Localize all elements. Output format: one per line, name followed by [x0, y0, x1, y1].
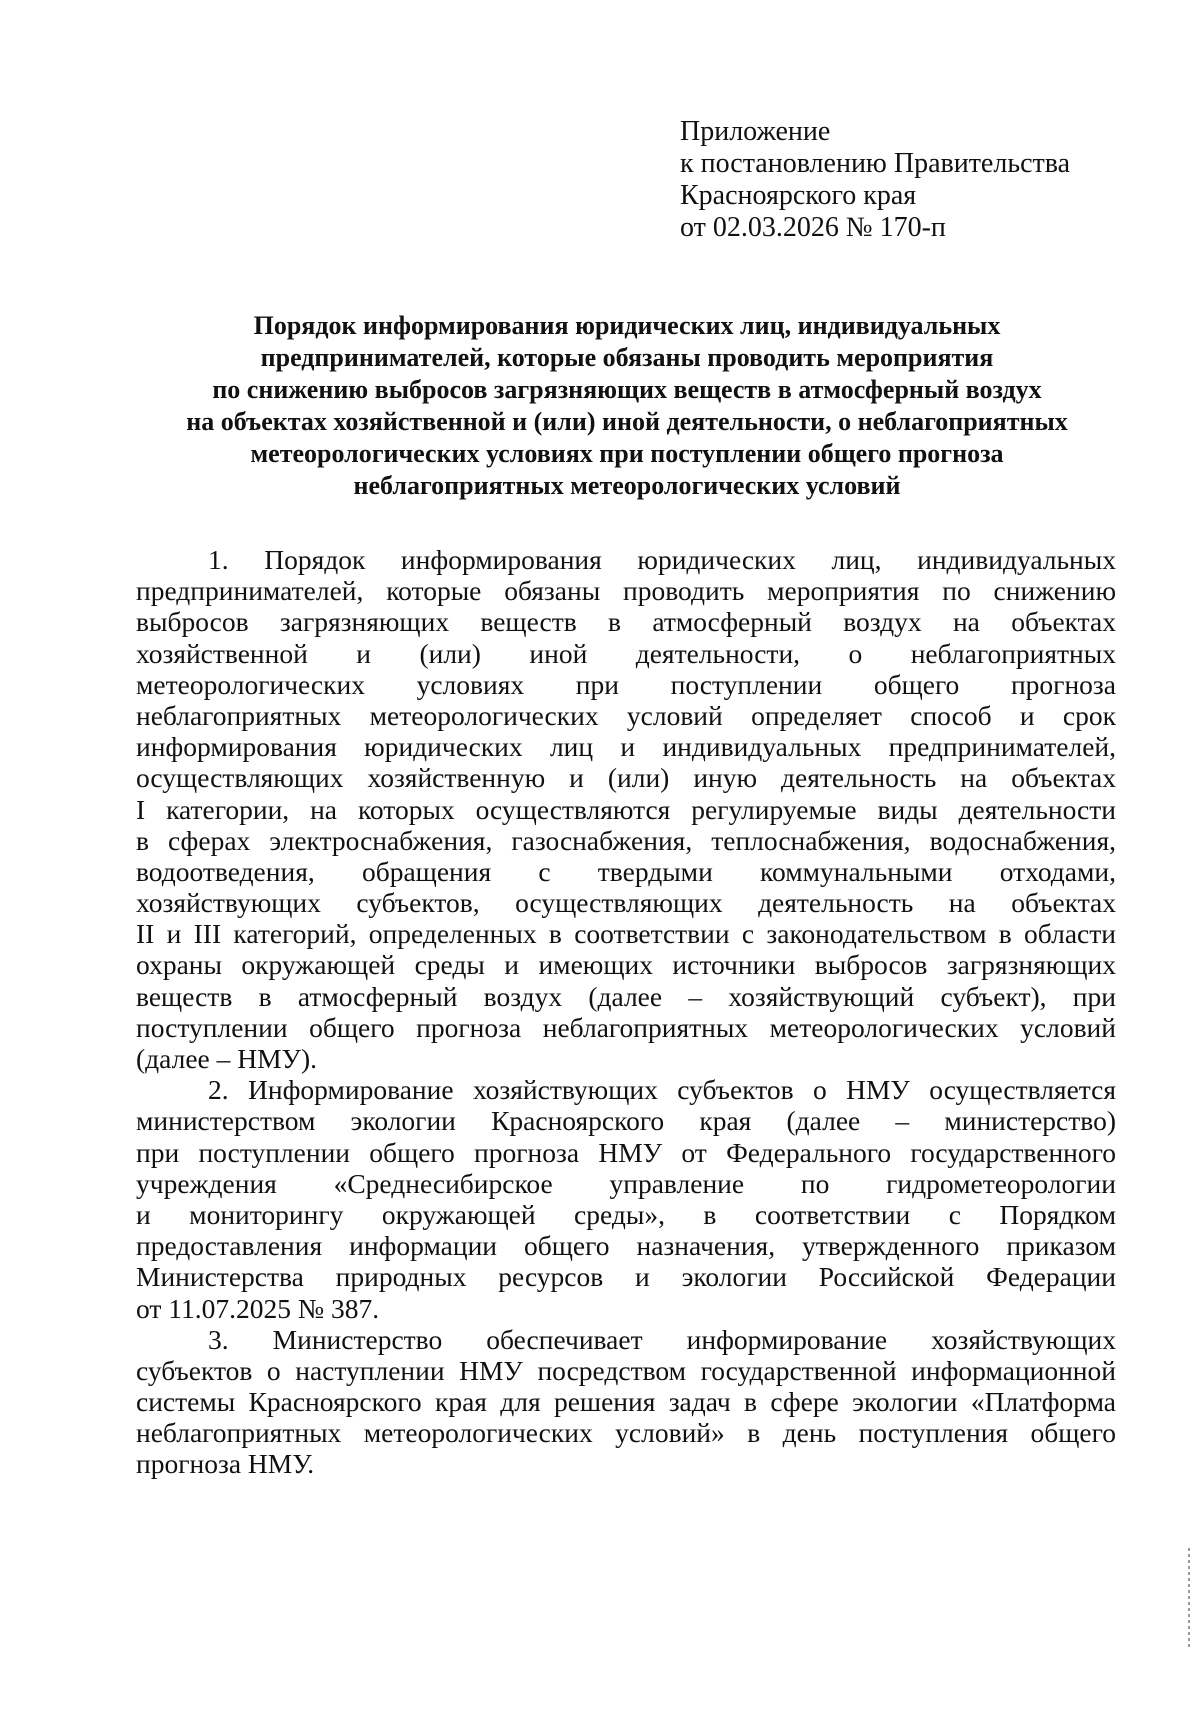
paragraph-line: министерством экологии Красноярского края (далее – министерство) [136, 1105, 1116, 1137]
title-line: Порядок информирования юридических лиц, индивидуальных [253, 311, 1001, 340]
paragraph-line: от 11.07.2025 № 387. [136, 1292, 380, 1324]
paragraph-line: осуществляющих хозяйственную и (или) иную деятельность на объектах [136, 762, 1116, 794]
paragraph-line: 1. Порядок информирования юридических лиц, индивидуальных [208, 544, 1116, 575]
paragraph-line: системы Красноярского края для решения задач в сфере экологии «Платформа [136, 1386, 1116, 1418]
document-body [136, 544, 1116, 1480]
title-line: метеорологических условиях при поступлении общего прогноза [250, 439, 1004, 468]
paragraph-line: выбросов загрязняющих веществ в атмосферный воздух на объектах [136, 606, 1116, 638]
appendix-line: Красноярского края [680, 180, 917, 211]
paragraph-line: 2. Информирование хозяйствующих субъектов о НМУ осуществляется [208, 1074, 1116, 1106]
paragraph-line: I категории, на которых осуществляются регулируемые виды деятельности [136, 793, 1116, 825]
paragraph-line: 3. Министерство обеспечивает информирование хозяйствующих [208, 1323, 1116, 1355]
paragraph-line: субъектов о наступлении НМУ посредством государственной информационной [136, 1354, 1116, 1386]
paragraph-line: поступлении общего прогноза неблагоприятных метеорологических условий [136, 1011, 1116, 1043]
paragraph-line: Министерства природных ресурсов и экологии Российской Федерации [136, 1261, 1116, 1293]
paragraph-line: неблагоприятных метеорологических условий» в день поступления общего [136, 1417, 1116, 1449]
paragraph-line: при поступлении общего прогноза НМУ от Федерального государственного [136, 1136, 1116, 1168]
paragraph-line: охраны окружающей среды и имеющих источники выбросов загрязняющих [136, 949, 1116, 981]
appendix-line: к постановлению Правительства [680, 148, 1071, 179]
paragraph-line: хозяйствующих субъектов, осуществляющих деятельность на объектах [136, 887, 1116, 919]
paragraph-line: II и III категорий, определенных в соответствии с законодательством в области [136, 918, 1116, 950]
title-line: на объектах хозяйственной и (или) иной деятельности, о неблагоприятных [186, 407, 1068, 436]
appendix-date-number: от 02.03.2026 № 170-п [680, 212, 946, 243]
scan-edge-mark [1188, 1548, 1190, 1648]
paragraph-1 [136, 544, 1116, 1074]
title-line: предпринимателей, которые обязаны проводить мероприятия [260, 343, 994, 372]
paragraph-line: метеорологических условиях при поступлении общего прогноза [136, 668, 1116, 700]
paragraph-2 [136, 1074, 1116, 1324]
paragraph-line: веществ в атмосферный воздух (далее – хозяйствующий субъект), при [136, 980, 1116, 1012]
appendix-reference [680, 116, 1070, 244]
paragraph-3 [136, 1324, 1116, 1480]
paragraph-line: хозяйственной и (или) иной деятельности, о неблагоприятных [136, 637, 1116, 669]
paragraph-line: информирования юридических лиц и индивидуальных предпринимателей, [136, 731, 1116, 763]
paragraph-line: учреждения «Среднесибирское управление по гидрометеорологии [136, 1167, 1116, 1199]
document-title [136, 310, 1118, 502]
paragraph-line: и мониторингу окружающей среды», в соответствии с Порядком [136, 1198, 1116, 1230]
title-line: неблагоприятных метеорологических условий [353, 471, 901, 500]
paragraph-line: предоставления информации общего назначения, утвержденного приказом [136, 1230, 1116, 1262]
paragraph-line: прогноза НМУ. [136, 1448, 315, 1480]
paragraph-line: неблагоприятных метеорологических условий определяет способ и срок [136, 699, 1116, 731]
title-line: по снижению выбросов загрязняющих веществ в атмосферный воздух [212, 375, 1042, 404]
paragraph-line: водоотведения, обращения с твердыми коммунальными отходами, [136, 855, 1116, 887]
paragraph-line: предпринимателей, которые обязаны проводить мероприятия по снижению [136, 575, 1116, 607]
appendix-line: Приложение [680, 116, 831, 147]
paragraph-line: (далее – НМУ). [136, 1043, 318, 1074]
paragraph-line: в сферах электроснабжения, газоснабжения, теплоснабжения, водоснабжения, [136, 824, 1116, 856]
